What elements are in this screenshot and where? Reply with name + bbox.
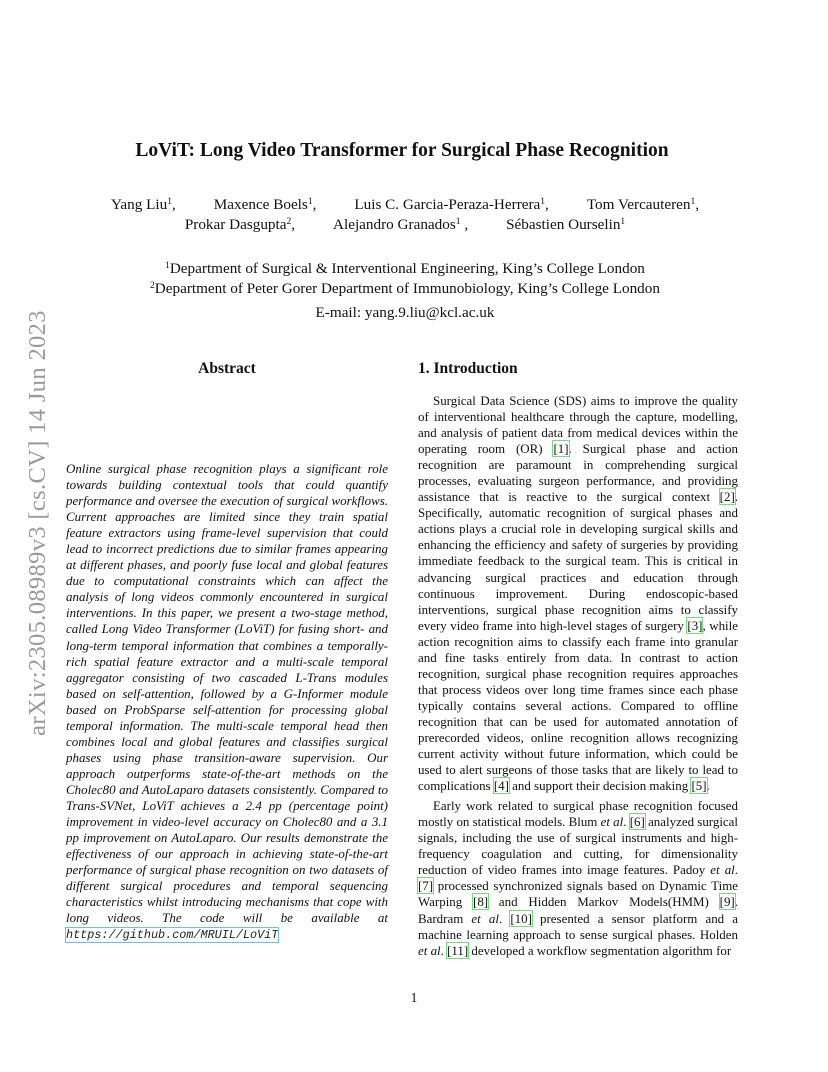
- citation-link[interactable]: [2]: [719, 489, 735, 505]
- affiliations: [60, 259, 750, 299]
- author: Tom Vercauteren$^1$,: [586, 196, 700, 213]
- affiliation: $^2$Department of Peter Gorer Department of Immunobiology, King’s College London: [150, 280, 660, 297]
- author: Maxence Boels$^1$,: [213, 196, 317, 213]
- intro-body: [418, 393, 738, 959]
- author-row-2: [60, 215, 750, 235]
- citation-link[interactable]: [3]: [687, 617, 703, 633]
- abstract-heading: Abstract: [198, 360, 256, 377]
- paper-title: LoViT: Long Video Transformer for Surgical Phase Recognition: [135, 140, 669, 161]
- intro-paragraph-1: Surgical Data Science (SDS) aims to improve the quality of interventional healthcare through the capture, modelling, and analysis of patient data from medical devices within the operating room (OR) [1]. Surgical phase and action recognition are paramount in comprehending surgical processes, evaluating surgeon performance, and providing assistance that is reactive to the surgical context [2]. Specifically, automatic recognition of surgical phases and actions plays a crucial role in developing surgical skills and enhancing the efficiency and safety of surgeries by providing immediate feedback to the surgical team. This is critical in advancing surgical practices and education through continuous improvement. During endoscopic-based interventions, surgical phase recognition aims to classify every video frame into high-level stages of surgery [3], while action recognition aims to classify each frame into granular and fine tasks entirely from data. In contrast to action recognition, surgical phase recognition requires approaches that process videos over long time frames since each phase typically contains several actions. Compared to offline recognition that can be used for automated annotation of prerecorded videos, online recognition allows recognizing current activity without future information, which could be used to alert surgeons of those tasks that are likely to lead to complications [4] and support their decision making [5].: [418, 393, 738, 794]
- author: Sébastien Ourselin$^1$: [506, 216, 626, 233]
- intro-heading: 1. Introduction: [418, 360, 518, 377]
- citation-link[interactable]: [10]: [510, 910, 532, 926]
- author: Yang Liu$^1$,: [110, 196, 176, 213]
- code-link[interactable]: https://github.com/MRUIL/LoViT: [66, 928, 279, 943]
- citation-link[interactable]: [7]: [418, 878, 434, 894]
- page-number: 1: [410, 990, 418, 1005]
- intro-paragraph-2: Early work related to surgical phase recognition focused mostly on statistical models. Blum et al. [6] analyzed surgical signals, including the use of surgical instruments and high-frequency coagulation and cutting, for dimensionality reduction of video frames into image features. Padoy et al. [7] processed synchronized signals based on Dynamic Time Warping [8] and Hidden Markov Models(HMM) [9]. Bardram et al. [10] presented a sensor platform and a machine learning approach to sense surgical phases. Holden et al. [11] developed a workflow segmentation algorithm for: [418, 798, 739, 958]
- citation-link[interactable]: [6]: [629, 814, 645, 830]
- affiliation: $^1$Department of Surgical & Interventional Engineering, King’s College London: [165, 260, 645, 277]
- author: Prokar Dasgupta$^2$,: [184, 216, 296, 233]
- arxiv-stamp: [22, 290, 54, 755]
- citation-link[interactable]: [11]: [447, 942, 469, 958]
- email: E-mail: yang.9.liu@kcl.ac.uk: [315, 304, 495, 321]
- author-row-1: [60, 195, 750, 215]
- author-list: [60, 195, 750, 235]
- author: Alejandro Granados$^1$ ,: [333, 216, 469, 233]
- citation-link[interactable]: [4]: [493, 778, 509, 794]
- citation-link[interactable]: [1]: [553, 441, 569, 457]
- author: Luis C. Garcia-Peraza-Herrera$^1$,: [354, 196, 549, 213]
- citation-link[interactable]: [9]: [719, 894, 735, 910]
- arxiv-stamp-text: arXiv:2305.08989v3 [cs.CV] 14 Jun 2023: [24, 309, 51, 736]
- citation-link[interactable]: [5]: [691, 778, 707, 794]
- citation-link[interactable]: [8]: [473, 894, 489, 910]
- abstract-text: Online surgical phase recognition plays a significant role towards building contextual tools that could quantify performance and oversee the execution of surgical workflows. Current approaches are limited since they train spatial feature extractors using frame-level supervision that could lead to incorrect predictions due to similar frames appearing at different phases, and poorly fuse local and global features due to computational constraints which can affect the analysis of long videos commonly encountered in surgical interventions. In this paper, we present a two-stage method, called Long Video Transformer (LoViT) for fusing short- and long-term temporal information that combines a temporally-rich spatial feature extractor and a multi-scale temporal aggregator consisting of two cascaded L-Trans modules based on self-attention, followed by a G-Informer module based on ProbSparse self-attention for processing global temporal information. The multi-scale temporal head then combines local and global features and classifies surgical phases using phase transition-aware supervision. Our approach outperforms state-of-the-art methods on the Cholec80 and AutoLaparo datasets consistently. Compared to Trans-SVNet, LoViT achieves a 2.4 pp (percentage point) improvement in video-level accuracy on Cholec80 and a 3.1 pp improvement on AutoLaparo. Our results demonstrate the effectiveness of our approach in achieving state-of-the-art performance of surgical phase recognition on two datasets of different surgical procedures and temporal sequencing characteristics whilst introducing mechanisms that cope with long videos. The code will be available at https://github.com/MRUIL/LoViT: [66, 461, 388, 943]
